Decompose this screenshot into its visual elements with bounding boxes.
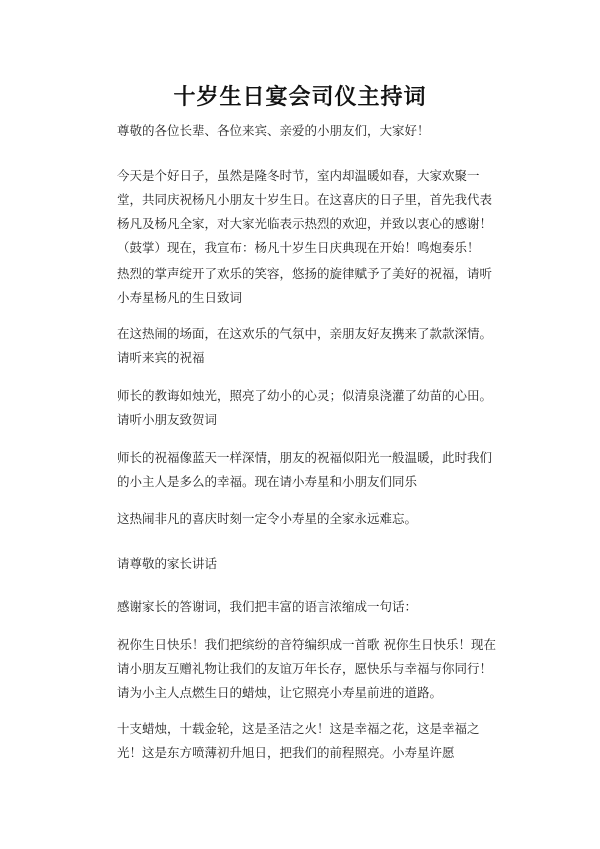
paragraph-candles: 十支蜡烛，十载金轮，这是圣洁之火！这是幸福之花，这是幸福之光！这是东方喷薄初升旭日，把我们的前程照亮。小寿星许愿 [117,721,480,760]
paragraph-thanks: 感谢家长的答谢词，我们把丰富的语言浓缩成一句话： [117,599,418,614]
paragraph-teacher: 师长的教诲如烛光，照亮了幼小的心灵；似清泉浇灌了幼苗的心田。请听小朋友致贺词 [117,388,493,427]
paragraph-opening: 今天是个好日子，虽然是隆冬时节，室内却温暖如春，大家欢聚一堂，共同庆祝杨凡小朋友十岁生日。在这喜庆的日子里，首先我代表杨凡及杨凡全家，对大家光临表示热烈的欢迎，并致以衷心的感谢！（鼓掌）现在，我宣布：杨凡十岁生日庆典现在开始！鸣炮奏乐！ [117,168,493,255]
paragraph-memorable: 这热闹非凡的喜庆时刻一定令小寿星的全家永远难忘。 [117,511,418,526]
paragraph-celebration: 师长的祝福像蓝天一样深情，朋友的祝福似阳光一般温暖，此时我们的小主人是多么的幸福。现在请小寿星和小朋友们同乐 [117,450,493,489]
page-title: 十岁生日宴会司仪主持词 [173,85,427,110]
paragraph-birthday-speech: 热烈的掌声绽开了欢乐的笑容，悠扬的旋律赋予了美好的祝福，请听小寿星杨凡的生日致词 [117,266,493,305]
paragraph-song: 祝你生日快乐！我们把缤纷的音符编织成一首歌 祝你生日快乐！现在请小朋友互赠礼物让我们的友谊万年长存，愿快乐与幸福与你同行！请为小主人点燃生日的蜡烛，让它照亮小寿星前进的道路。 [117,637,496,700]
paragraph-greeting: 尊敬的各位长辈、各位来宾、亲爱的小朋友们，大家好！ [117,123,430,138]
paragraph-parent-speech: 请尊敬的家长讲话 [117,556,218,571]
paragraph-guest-wishes: 在这热闹的场面，在这欢乐的气氛中，亲朋友好友携来了款款深情。请听来宾的祝福 [117,326,493,365]
